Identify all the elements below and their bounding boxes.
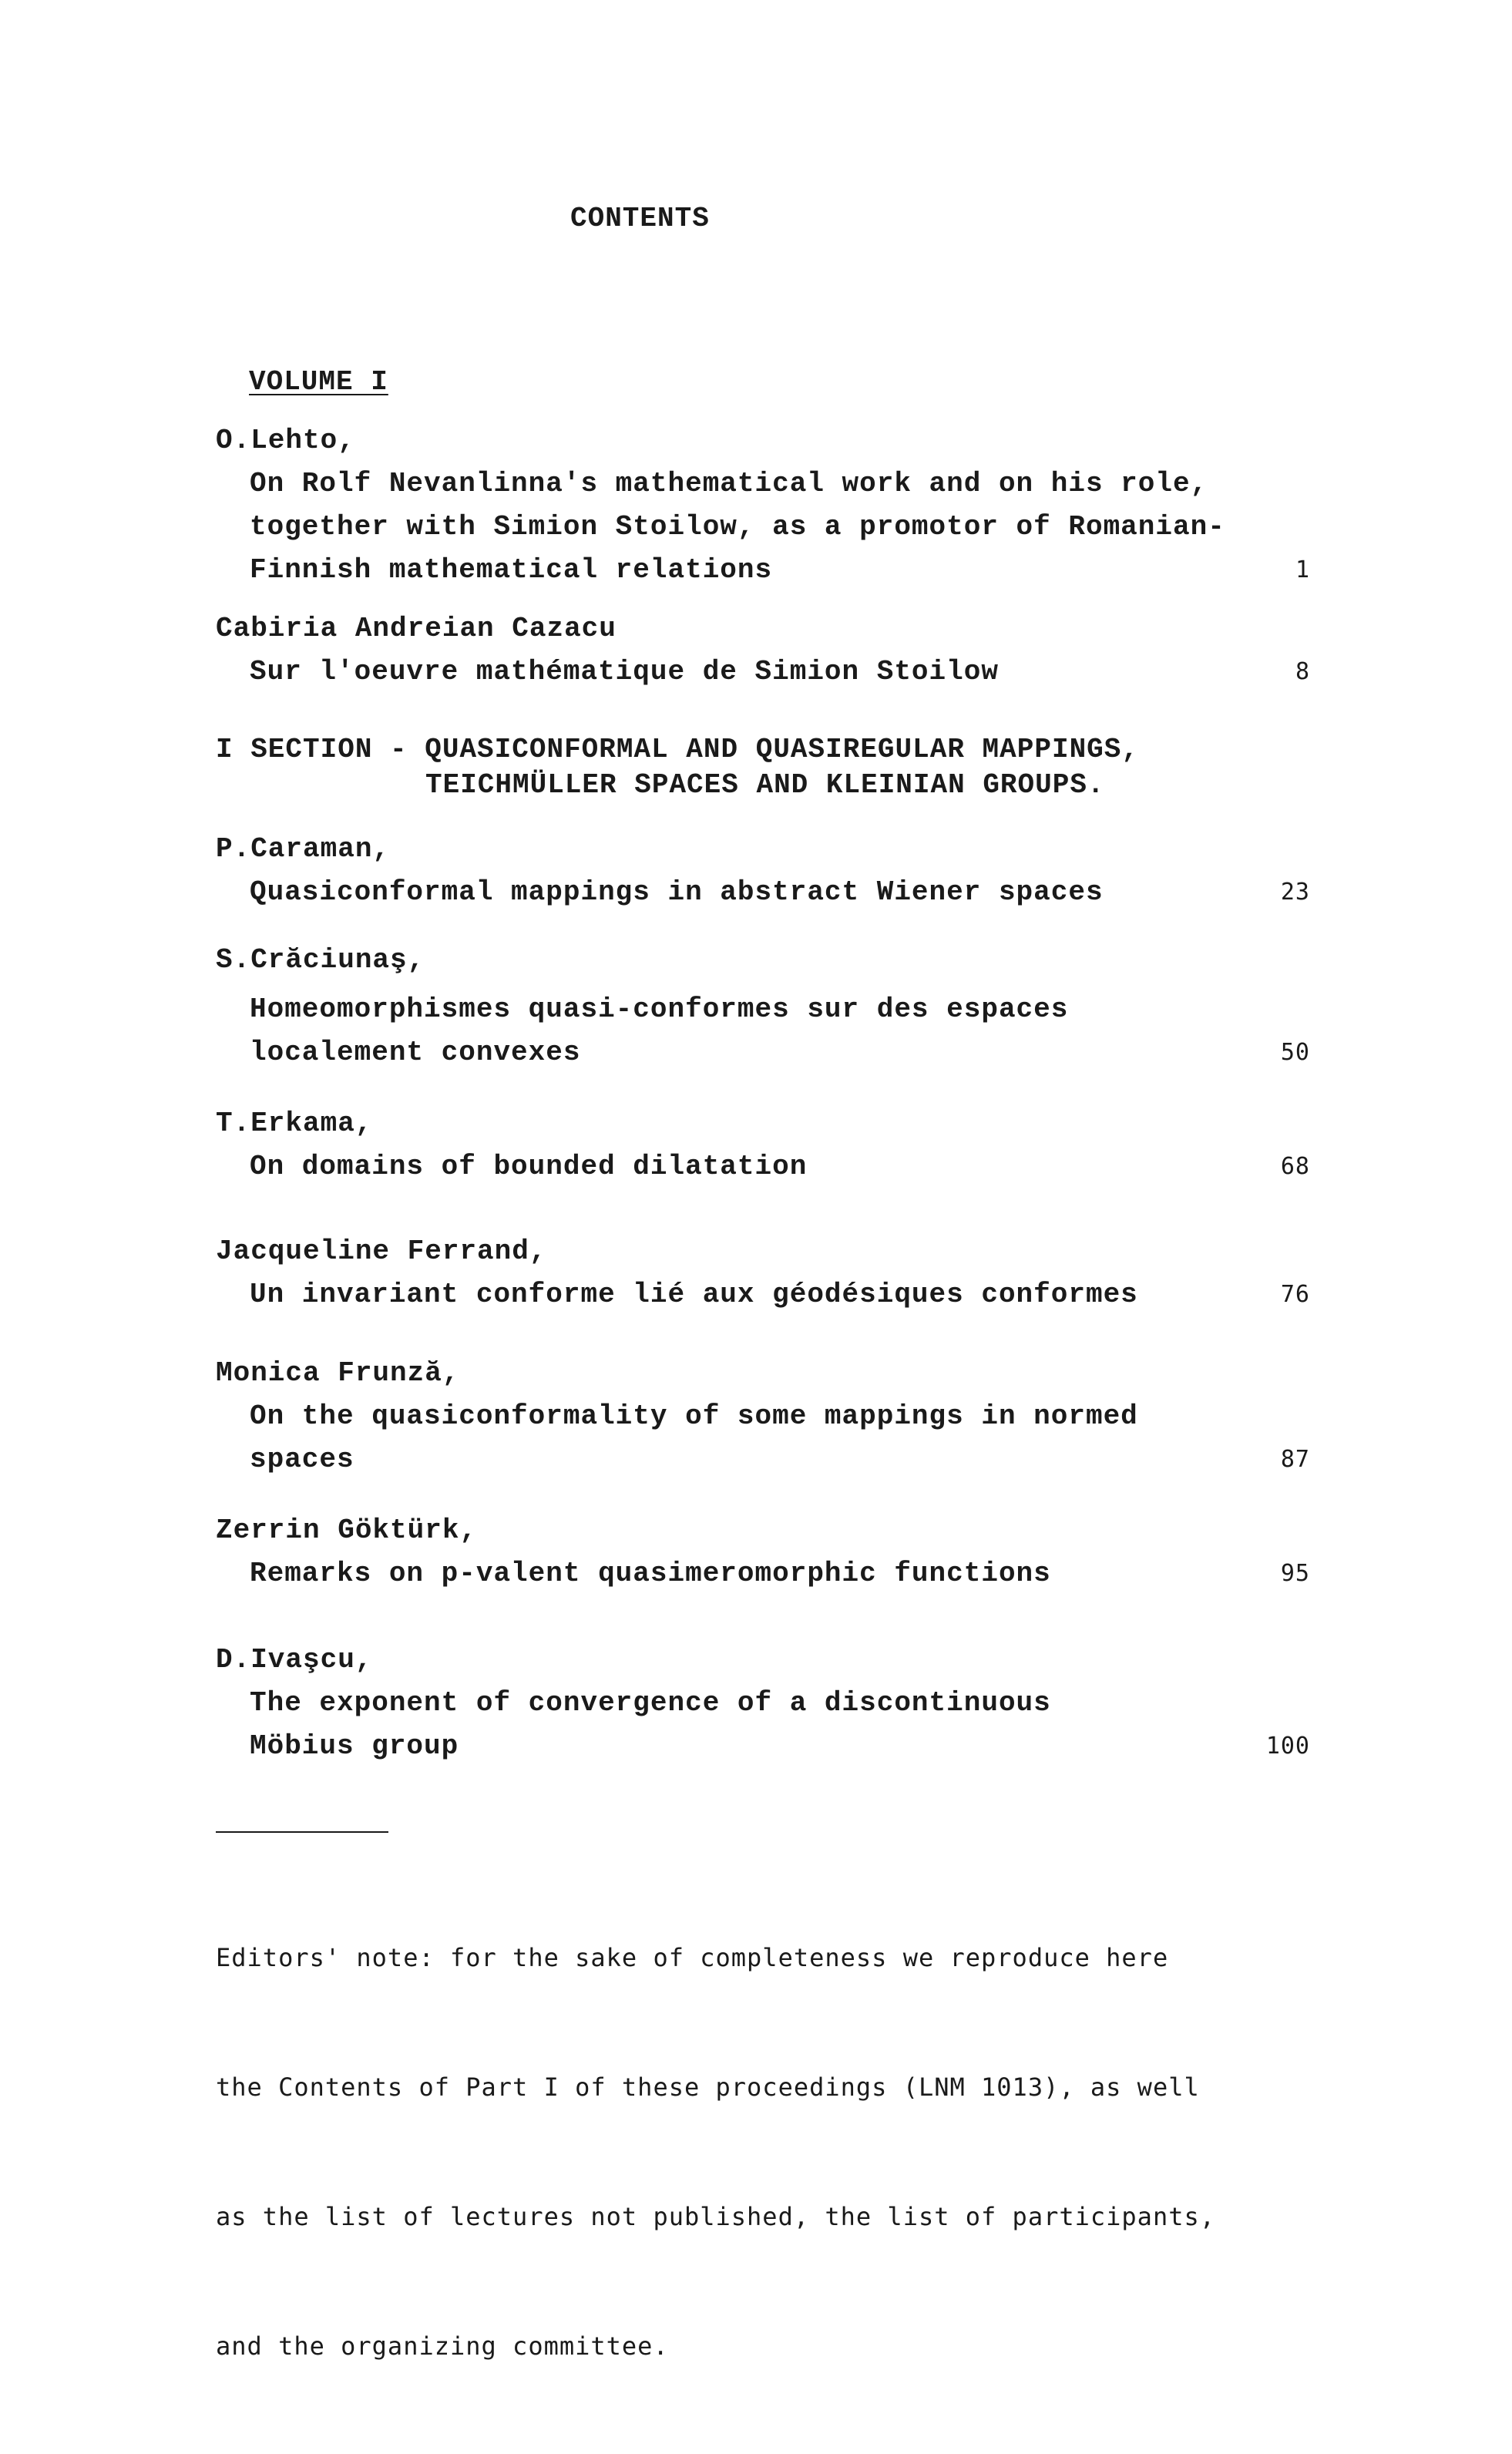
toc-entry bbox=[216, 828, 1310, 914]
toc-entry bbox=[216, 1230, 1310, 1316]
editors-note-line: Editors' note: for the sake of completeness we reproduce here bbox=[216, 1943, 1169, 1972]
editors-note-line: the Contents of Part I of these proceedings (LNM 1013), as well bbox=[216, 2072, 1200, 2102]
entry-title-line: Möbius group bbox=[250, 1730, 459, 1762]
toc-entry bbox=[216, 1639, 1310, 1768]
entry-title-line: Quasiconformal mappings in abstract Wiener spaces bbox=[250, 876, 1104, 908]
section-heading-line: I SECTION - QUASICONFORMAL AND QUASIREGULAR MAPPINGS, bbox=[216, 734, 1139, 765]
toc-entry bbox=[216, 1352, 1310, 1481]
entry-author: D.Ivaşcu, bbox=[216, 1644, 373, 1676]
toc-entry bbox=[216, 419, 1310, 592]
entry-title-line: spaces bbox=[250, 1444, 354, 1475]
entry-title-line: localement convexes bbox=[250, 1037, 581, 1068]
volume-label: VOLUME I bbox=[249, 366, 388, 398]
entry-page-number: 100 bbox=[1265, 1733, 1310, 1760]
toc-entry bbox=[216, 1509, 1310, 1595]
entry-title-line: Homeomorphismes quasi-conformes sur des espaces bbox=[250, 993, 1069, 1025]
page-title: CONTENTS bbox=[570, 203, 710, 234]
section-heading-line: TEICHMÜLLER SPACES AND KLEINIAN GROUPS. bbox=[425, 769, 1105, 801]
footnote-divider bbox=[216, 1831, 388, 1833]
entry-title-line: Sur l'oeuvre mathématique de Simion Stoilow bbox=[250, 656, 999, 687]
entry-page-number: 76 bbox=[1280, 1281, 1310, 1308]
entry-author: S.Crăciunaş, bbox=[216, 944, 425, 976]
entry-page-number: 8 bbox=[1295, 658, 1310, 685]
entry-title-line: Remarks on p-valent quasimeromorphic functions bbox=[250, 1558, 1051, 1589]
entry-title-line: On the quasiconformality of some mappings in normed bbox=[250, 1400, 1138, 1432]
editors-note bbox=[216, 1850, 1326, 2454]
entry-page-number: 23 bbox=[1280, 879, 1310, 906]
entry-author: Cabiria Andreian Cazacu bbox=[216, 613, 617, 644]
entry-author: O.Lehto, bbox=[216, 425, 355, 456]
toc-entry bbox=[216, 1102, 1310, 1188]
entry-author: T.Erkama, bbox=[216, 1108, 373, 1139]
entry-page-number: 50 bbox=[1280, 1039, 1310, 1066]
entry-page-number: 1 bbox=[1295, 556, 1310, 583]
editors-note-line: as the list of lectures not published, the list of participants, bbox=[216, 2202, 1215, 2231]
entry-page-number: 68 bbox=[1280, 1153, 1310, 1180]
entry-page-number: 87 bbox=[1280, 1446, 1310, 1473]
toc-entry bbox=[216, 607, 1310, 694]
entry-page-number: 95 bbox=[1280, 1560, 1310, 1587]
entry-author: Zerrin Göktürk, bbox=[216, 1514, 478, 1546]
toc-entry bbox=[216, 939, 1310, 1074]
entry-author: P.Caraman, bbox=[216, 833, 391, 865]
entry-title-line: The exponent of convergence of a discontinuous bbox=[250, 1687, 1051, 1719]
section-heading bbox=[216, 732, 1139, 803]
entry-title-line: Un invariant conforme lié aux géodésiques conformes bbox=[250, 1279, 1138, 1310]
entry-title-line: together with Simion Stoilow, as a promotor of Romanian- bbox=[250, 511, 1225, 543]
entry-author: Jacqueline Ferrand, bbox=[216, 1235, 547, 1267]
entry-title-line: On domains of bounded dilatation bbox=[250, 1151, 808, 1182]
entry-title-line: Finnish mathematical relations bbox=[250, 554, 773, 586]
entry-author: Monica Frunză, bbox=[216, 1357, 460, 1389]
entry-title-line: On Rolf Nevanlinna's mathematical work and on his role, bbox=[250, 468, 1208, 499]
editors-note-line: and the organizing committee. bbox=[216, 2331, 669, 2361]
